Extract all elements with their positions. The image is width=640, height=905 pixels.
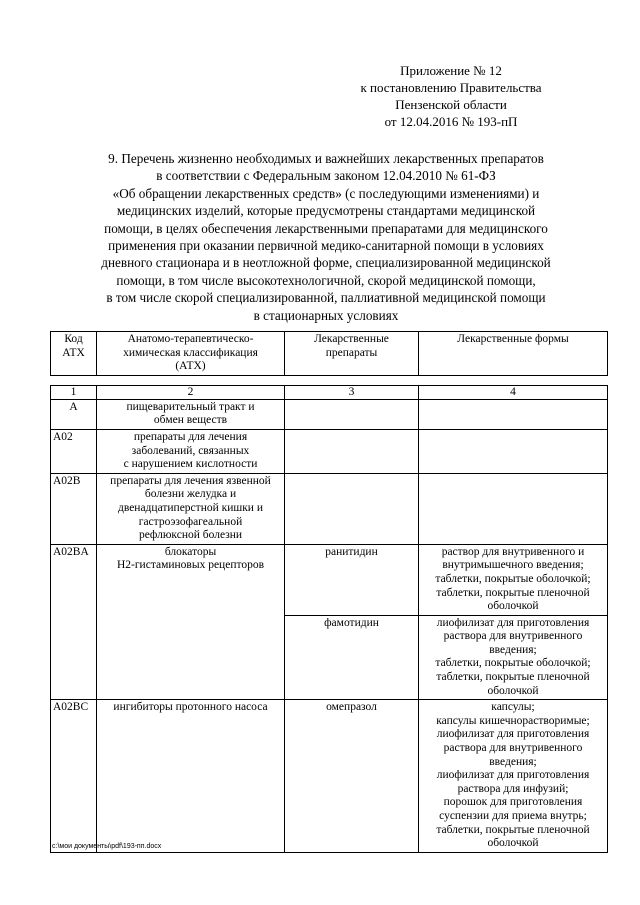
heading-line: помощи, в целях обеспечения лекарственными препаратами для медицинского [104,220,548,236]
heading-line: в том числе скорой специализированной, паллиативной медицинской помощи [106,290,546,306]
drug-forms [419,473,608,544]
drug-forms: раствор для внутривенного и внутримышечного введения; таблетки, покрытые оболочкой; таблетки, покрытые пленочной оболочкой [419,544,608,615]
atc-code: A02BC [51,700,97,853]
atc-name: препараты для лечения заболеваний, связанных с нарушением кислотности [97,429,285,473]
drug-forms: лиофилизат для приготовления раствора для внутривенного введения; таблетки, покрытые оболочкой; таблетки, покрытые пленочной оболочкой [419,615,608,700]
drug-name [285,473,419,544]
atc-name: пищеварительный тракт и обмен веществ [97,399,285,429]
heading-line: применения при оказании первичной медико-санитарной помощи в условиях [108,238,544,254]
drug-name [285,399,419,429]
table-spacer [51,375,608,385]
atc-name: ингибиторы протонного насоса [97,700,285,853]
header-atc: Анатомо-терапевтическо- химическая классификация (АТХ) [97,332,285,376]
table-row [51,399,608,429]
file-path-footer: c:\мои документы\pdf\193-пп.docx [52,843,162,850]
column-number: 3 [285,385,419,399]
atc-name: блокаторы H2-гистаминовых рецепторов [97,544,285,700]
column-number-row [51,385,608,399]
heading-line: дневного стационара и в неотложной форме, специализированной медицинской [101,255,551,271]
appendix-block [340,62,562,130]
atc-code: A [51,399,97,429]
drug-name: фамотидин [285,615,419,700]
drug-forms [419,429,608,473]
table-header-row [51,332,608,376]
column-number: 1 [51,385,97,399]
drug-name [285,429,419,473]
column-number: 2 [97,385,285,399]
header-forms: Лекарственные формы [419,332,608,376]
table-row [51,473,608,544]
column-number: 4 [419,385,608,399]
drug-forms: капсулы; капсулы кишечнорастворимые; лиофилизат для приготовления раствора для внутривенного введения; лиофилизат для приготовления раствора для инфузий; порошок для приготовления суспензии для приема внутрь; таблетки, покрытые пленочной оболочкой [419,700,608,853]
heading-line: медицинских изделий, которые предусмотрены стандартами медицинской [116,203,536,219]
header-code: Код АТХ [51,332,97,376]
drug-name: омепразол [285,700,419,853]
table-row [51,429,608,473]
appendix-region: Пензенской области [395,97,507,112]
drug-list-table [50,331,608,853]
appendix-title: Приложение № 12 [400,63,502,78]
document-heading [50,150,602,324]
heading-line: в соответствии с Федеральным законом 12.04.2010 № 61-ФЗ [156,168,496,184]
atc-code: A02 [51,429,97,473]
table-row [51,544,608,615]
atc-code: A02BA [51,544,97,700]
table-row [51,700,608,853]
appendix-resolution: к постановлению Правительства [360,80,542,95]
heading-line: в стационарных условиях [253,307,399,323]
appendix-date: от 12.04.2016 № 193-пП [384,114,518,129]
header-drugs: Лекарственные препараты [285,332,419,376]
heading-line: «Об обращении лекарственных средств» (с последующими изменениями) и [112,185,540,201]
atc-code: A02B [51,473,97,544]
heading-line: помощи, в том числе высокотехнологичной, скорой медицинской помощи, [116,272,536,288]
drug-name: ранитидин [285,544,419,615]
heading-line: 9. Перечень жизненно необходимых и важнейших лекарственных препаратов [108,151,544,166]
drug-forms [419,399,608,429]
atc-name: препараты для лечения язвенной болезни желудка и двенадцатиперстной кишки и гастроэзофагеальной рефлюксной болезни [97,473,285,544]
